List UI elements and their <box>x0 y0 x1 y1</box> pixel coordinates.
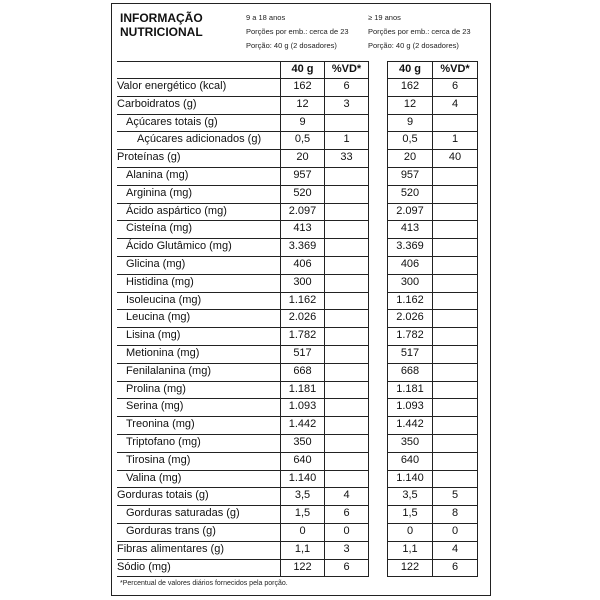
table-row <box>117 310 478 328</box>
amount-9-18: 12 <box>281 96 325 114</box>
amount-9-18: 0 <box>281 523 325 541</box>
nutrient-label: Cisteína (mg) <box>117 221 281 239</box>
nutrient-label: Valor energético (kcal) <box>117 79 281 97</box>
amount-9-18: 162 <box>281 79 325 97</box>
table-row <box>117 399 478 417</box>
vd-19-plus <box>433 399 478 417</box>
table-row <box>117 221 478 239</box>
column-gap <box>369 310 388 328</box>
column-gap <box>369 417 388 435</box>
column-gap <box>369 452 388 470</box>
column-gap <box>369 221 388 239</box>
column-gap <box>369 239 388 257</box>
nutrient-label: Serina (mg) <box>117 399 281 417</box>
header-label-cell <box>117 62 281 79</box>
amount-9-18: 122 <box>281 559 325 577</box>
vd-9-18 <box>325 203 369 221</box>
title-line-1: INFORMAÇÃO <box>120 11 203 25</box>
amount-9-18: 957 <box>281 167 325 185</box>
amount-19-plus: 406 <box>388 256 433 274</box>
header-vd-1: %VD* <box>325 62 369 79</box>
amount-19-plus: 122 <box>388 559 433 577</box>
amount-9-18: 1,1 <box>281 541 325 559</box>
table-row <box>117 328 478 346</box>
nutrient-label: Triptofano (mg) <box>117 434 281 452</box>
column-gap <box>369 292 388 310</box>
column-gap <box>369 79 388 97</box>
table-row <box>117 185 478 203</box>
nutrient-label: Isoleucina (mg) <box>117 292 281 310</box>
table-row <box>117 541 478 559</box>
table-row <box>117 292 478 310</box>
vd-19-plus <box>433 274 478 292</box>
amount-9-18: 3.369 <box>281 239 325 257</box>
group-1-age: 9 a 18 anos <box>246 13 286 22</box>
nutrient-label: Ácido Glutâmico (mg) <box>117 239 281 257</box>
amount-19-plus: 1.782 <box>388 328 433 346</box>
vd-9-18 <box>325 239 369 257</box>
table-row <box>117 256 478 274</box>
vd-19-plus <box>433 381 478 399</box>
vd-9-18 <box>325 363 369 381</box>
column-gap <box>369 132 388 150</box>
vd-9-18 <box>325 417 369 435</box>
amount-9-18: 668 <box>281 363 325 381</box>
vd-9-18: 3 <box>325 541 369 559</box>
amount-9-18: 517 <box>281 345 325 363</box>
table-row <box>117 470 478 488</box>
vd-19-plus: 6 <box>433 559 478 577</box>
nutrient-label: Ácido aspártico (mg) <box>117 203 281 221</box>
table-row <box>117 523 478 541</box>
amount-9-18: 1,5 <box>281 506 325 524</box>
vd-9-18 <box>325 274 369 292</box>
nutrient-label: Açúcares totais (g) <box>117 114 281 132</box>
vd-19-plus <box>433 434 478 452</box>
vd-19-plus: 1 <box>433 132 478 150</box>
vd-19-plus <box>433 292 478 310</box>
nutrient-label: Fibras alimentares (g) <box>117 541 281 559</box>
header-amount-2: 40 g <box>388 62 433 79</box>
amount-9-18: 640 <box>281 452 325 470</box>
nutrition-table <box>117 61 478 577</box>
nutrient-label: Histidina (mg) <box>117 274 281 292</box>
vd-9-18: 0 <box>325 523 369 541</box>
vd-19-plus <box>433 167 478 185</box>
nutrient-label: Leucina (mg) <box>117 310 281 328</box>
nutrient-label: Metionina (mg) <box>117 345 281 363</box>
table-row <box>117 239 478 257</box>
amount-19-plus: 640 <box>388 452 433 470</box>
table-row <box>117 150 478 168</box>
nutrient-label: Lisina (mg) <box>117 328 281 346</box>
vd-9-18 <box>325 381 369 399</box>
group-1-header <box>246 11 349 53</box>
amount-9-18: 2.097 <box>281 203 325 221</box>
nutrient-label: Carboidratos (g) <box>117 96 281 114</box>
table-header-row <box>117 62 478 79</box>
amount-9-18: 2.026 <box>281 310 325 328</box>
amount-9-18: 1.442 <box>281 417 325 435</box>
vd-9-18: 1 <box>325 132 369 150</box>
group-2-age: ≥ 19 anos <box>368 13 401 22</box>
amount-19-plus: 668 <box>388 363 433 381</box>
nutrient-label: Açúcares adicionados (g) <box>117 132 281 150</box>
column-gap <box>369 167 388 185</box>
amount-9-18: 350 <box>281 434 325 452</box>
vd-9-18 <box>325 256 369 274</box>
vd-9-18: 6 <box>325 506 369 524</box>
title-line-2: NUTRICIONAL <box>120 25 203 39</box>
group-2-portion: Porção: 40 g (2 dosadores) <box>368 41 459 50</box>
amount-9-18: 0,5 <box>281 132 325 150</box>
vd-19-plus: 8 <box>433 506 478 524</box>
group-2-header <box>368 11 471 53</box>
column-gap <box>369 523 388 541</box>
vd-19-plus: 6 <box>433 79 478 97</box>
nutrient-label: Fenilalanina (mg) <box>117 363 281 381</box>
column-gap <box>369 434 388 452</box>
amount-19-plus: 2.097 <box>388 203 433 221</box>
table-row <box>117 203 478 221</box>
amount-9-18: 3,5 <box>281 488 325 506</box>
vd-9-18 <box>325 399 369 417</box>
vd-19-plus <box>433 203 478 221</box>
vd-19-plus <box>433 345 478 363</box>
amount-9-18: 1.140 <box>281 470 325 488</box>
vd-9-18 <box>325 434 369 452</box>
column-gap <box>369 274 388 292</box>
table-row <box>117 559 478 577</box>
column-gap <box>369 559 388 577</box>
vd-19-plus <box>433 452 478 470</box>
amount-19-plus: 162 <box>388 79 433 97</box>
table-row <box>117 274 478 292</box>
amount-19-plus: 1.162 <box>388 292 433 310</box>
vd-19-plus <box>433 417 478 435</box>
nutrient-label: Gorduras totais (g) <box>117 488 281 506</box>
amount-19-plus: 1.442 <box>388 417 433 435</box>
vd-9-18 <box>325 221 369 239</box>
nutrient-label: Sódio (mg) <box>117 559 281 577</box>
column-gap <box>369 488 388 506</box>
column-gap <box>369 345 388 363</box>
amount-9-18: 1.162 <box>281 292 325 310</box>
vd-19-plus <box>433 114 478 132</box>
amount-9-18: 9 <box>281 114 325 132</box>
amount-9-18: 413 <box>281 221 325 239</box>
amount-19-plus: 2.026 <box>388 310 433 328</box>
amount-9-18: 20 <box>281 150 325 168</box>
column-gap <box>369 541 388 559</box>
nutrient-label: Arginina (mg) <box>117 185 281 203</box>
vd-19-plus <box>433 310 478 328</box>
vd-19-plus <box>433 363 478 381</box>
table-row <box>117 96 478 114</box>
vd-9-18 <box>325 310 369 328</box>
vd-19-plus <box>433 239 478 257</box>
table-row <box>117 132 478 150</box>
column-gap <box>369 96 388 114</box>
table-row <box>117 345 478 363</box>
amount-9-18: 1.782 <box>281 328 325 346</box>
table-row <box>117 488 478 506</box>
column-gap <box>369 328 388 346</box>
vd-19-plus: 40 <box>433 150 478 168</box>
footnote: *Percentual de valores diários fornecidos pela porção. <box>120 580 288 587</box>
vd-9-18 <box>325 167 369 185</box>
amount-19-plus: 517 <box>388 345 433 363</box>
vd-19-plus: 5 <box>433 488 478 506</box>
amount-19-plus: 413 <box>388 221 433 239</box>
amount-9-18: 520 <box>281 185 325 203</box>
table-row <box>117 79 478 97</box>
column-gap <box>369 203 388 221</box>
vd-9-18 <box>325 452 369 470</box>
amount-19-plus: 1.140 <box>388 470 433 488</box>
table-row <box>117 363 478 381</box>
header-vd-2: %VD* <box>433 62 478 79</box>
vd-9-18 <box>325 328 369 346</box>
amount-19-plus: 12 <box>388 96 433 114</box>
amount-19-plus: 0,5 <box>388 132 433 150</box>
column-gap <box>369 381 388 399</box>
nutrition-facts-panel <box>111 3 491 596</box>
amount-19-plus: 1.181 <box>388 381 433 399</box>
amount-19-plus: 350 <box>388 434 433 452</box>
vd-19-plus: 0 <box>433 523 478 541</box>
nutrient-label: Treonina (mg) <box>117 417 281 435</box>
amount-19-plus: 957 <box>388 167 433 185</box>
column-gap <box>369 363 388 381</box>
column-gap <box>369 114 388 132</box>
nutrient-label: Gorduras trans (g) <box>117 523 281 541</box>
table-row <box>117 434 478 452</box>
nutrient-label: Alanina (mg) <box>117 167 281 185</box>
table-row <box>117 381 478 399</box>
amount-19-plus: 520 <box>388 185 433 203</box>
vd-19-plus: 4 <box>433 96 478 114</box>
vd-9-18 <box>325 292 369 310</box>
amount-19-plus: 3,5 <box>388 488 433 506</box>
group-2-portions: Porções por emb.: cerca de 23 <box>368 27 471 36</box>
amount-19-plus: 1,5 <box>388 506 433 524</box>
table-row <box>117 452 478 470</box>
vd-19-plus <box>433 221 478 239</box>
amount-9-18: 406 <box>281 256 325 274</box>
vd-9-18 <box>325 114 369 132</box>
nutrient-label: Proteínas (g) <box>117 150 281 168</box>
header-amount-1: 40 g <box>281 62 325 79</box>
vd-19-plus <box>433 328 478 346</box>
column-gap <box>369 256 388 274</box>
vd-9-18: 6 <box>325 79 369 97</box>
amount-19-plus: 300 <box>388 274 433 292</box>
vd-9-18: 4 <box>325 488 369 506</box>
amount-9-18: 300 <box>281 274 325 292</box>
vd-19-plus <box>433 256 478 274</box>
vd-9-18 <box>325 345 369 363</box>
table-row <box>117 167 478 185</box>
nutrient-label: Valina (mg) <box>117 470 281 488</box>
amount-9-18: 1.093 <box>281 399 325 417</box>
amount-19-plus: 1,1 <box>388 541 433 559</box>
column-gap <box>369 150 388 168</box>
amount-19-plus: 3.369 <box>388 239 433 257</box>
panel-title <box>120 11 240 39</box>
vd-19-plus <box>433 470 478 488</box>
vd-9-18: 6 <box>325 559 369 577</box>
nutrient-label: Prolina (mg) <box>117 381 281 399</box>
table-row <box>117 417 478 435</box>
vd-19-plus: 4 <box>433 541 478 559</box>
group-1-portion: Porção: 40 g (2 dosadores) <box>246 41 337 50</box>
table-row <box>117 506 478 524</box>
nutrient-label: Gorduras saturadas (g) <box>117 506 281 524</box>
column-gap <box>369 506 388 524</box>
column-gap <box>369 62 388 79</box>
vd-9-18 <box>325 470 369 488</box>
vd-9-18 <box>325 185 369 203</box>
column-gap <box>369 399 388 417</box>
amount-19-plus: 1.093 <box>388 399 433 417</box>
nutrient-label: Tirosina (mg) <box>117 452 281 470</box>
amount-19-plus: 0 <box>388 523 433 541</box>
column-gap <box>369 470 388 488</box>
nutrient-label: Glicina (mg) <box>117 256 281 274</box>
table-row <box>117 114 478 132</box>
amount-19-plus: 9 <box>388 114 433 132</box>
column-gap <box>369 185 388 203</box>
vd-19-plus <box>433 185 478 203</box>
amount-9-18: 1.181 <box>281 381 325 399</box>
vd-9-18: 3 <box>325 96 369 114</box>
vd-9-18: 33 <box>325 150 369 168</box>
amount-19-plus: 20 <box>388 150 433 168</box>
group-1-portions: Porções por emb.: cerca de 23 <box>246 27 349 36</box>
